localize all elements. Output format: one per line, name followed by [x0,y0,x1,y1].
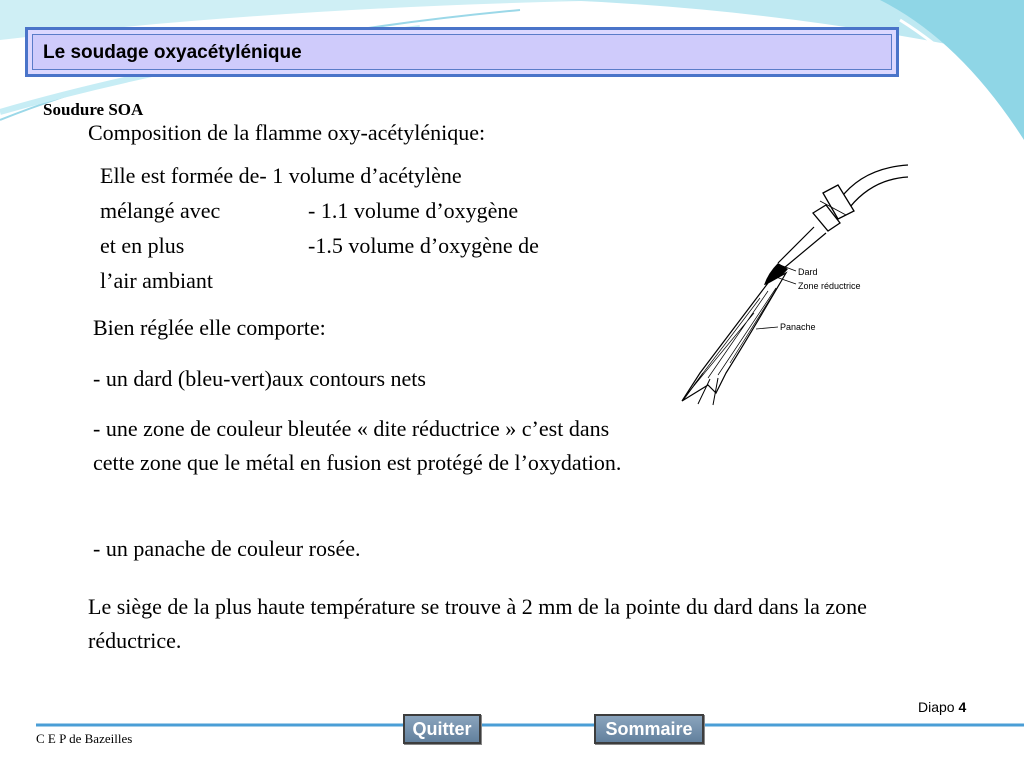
conclusion-text: Le siège de la plus haute température se trouve à 2 mm de la pointe du dard dans la zone réductrice. [88,594,867,653]
slide-number-value: 4 [958,699,967,715]
footer-org: C E P de Bazeilles [36,731,133,746]
composition-row [100,158,462,193]
row-left: mélangé avec [100,198,221,223]
panache-text: - un panache de couleur rosée. [93,536,361,561]
composition-row [100,193,519,228]
title-inner [32,34,892,70]
row-left: et en plus [100,233,185,258]
row-right: - 1.1 volume d’oxygène [308,198,519,223]
label-panache: Panache [780,322,816,332]
zone-text: - une zone de couleur bleutée « dite réductrice » c’est dans cette zone que le métal en fusion est protégé de l’oxydation. [93,416,622,475]
composition-row [100,228,539,263]
composition-row [100,263,462,298]
row-left: l’air ambiant [100,268,214,293]
row-left: Elle est formée de- 1 volume d’acétylène [100,163,462,188]
slide-number [918,699,966,715]
label-dard: Dard [798,267,818,277]
subtitle: Soudure SOA [43,100,144,119]
dard-text: - un dard (bleu-vert)aux contours nets [93,366,426,391]
row-right: -1.5 volume d’oxygène de [308,233,539,258]
quit-button[interactable]: Quitter [403,714,481,744]
flame-diagram [618,123,972,423]
slide-label: Diapo [918,699,955,715]
composition-heading: Composition de la flamme oxy-acétylénique: [88,120,486,145]
title-bar [25,27,899,77]
summary-button[interactable]: Sommaire [594,714,704,744]
bien-reglee-text: Bien réglée elle comporte: [93,315,326,340]
label-zone-reductrice: Zone réductrice [798,281,861,291]
page-title: Le soudage oxyacétylénique [43,42,302,63]
composition-block [100,158,539,298]
